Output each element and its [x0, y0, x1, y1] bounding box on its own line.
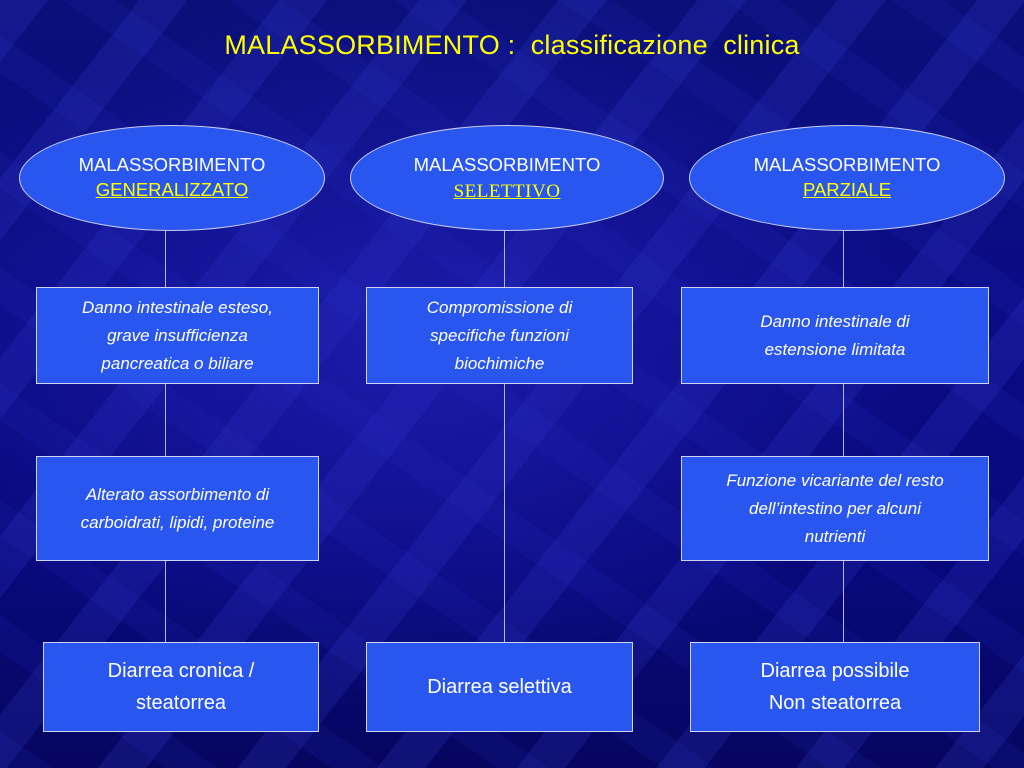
outcome-box	[690, 642, 980, 732]
node-type-label: PARZIALE	[802, 179, 892, 200]
description-box	[366, 287, 633, 384]
connector-line	[165, 384, 166, 456]
outcome-box	[43, 642, 319, 732]
description-text: Compromissione di specifiche funzioni biochimiche	[426, 297, 573, 373]
connector-line	[165, 561, 166, 642]
page-title: MALASSORBIMENTO : classificazione clinica	[224, 30, 800, 60]
connector-line	[843, 384, 844, 456]
outcome-text: Diarrea selettiva	[427, 676, 572, 698]
node-type-label: SELETTIVO	[453, 181, 561, 202]
connector-line	[504, 230, 505, 287]
connector-line	[504, 384, 505, 642]
connector-line	[843, 561, 844, 642]
description-box	[36, 287, 319, 384]
effect-box	[681, 456, 989, 561]
connector-line	[165, 230, 166, 287]
outcome-text: Diarrea possibile Non steatorrea	[760, 660, 910, 714]
description-box	[681, 287, 989, 384]
node-parziale	[689, 125, 1005, 231]
node-generalizzato	[19, 125, 325, 231]
node-type-label: GENERALIZZATO	[95, 179, 249, 200]
node-heading: MALASSORBIMENTO	[78, 154, 266, 175]
effect-text: Alterato assorbimento di carboidrati, lipidi, proteine	[80, 484, 275, 532]
node-heading: MALASSORBIMENTO	[413, 154, 601, 175]
outcome-box	[366, 642, 633, 732]
node-heading: MALASSORBIMENTO	[753, 154, 941, 175]
outcome-text: Diarrea cronica / steatorrea	[107, 660, 255, 714]
description-text: Danno intestinale di estensione limitata	[760, 311, 910, 359]
connector-line	[843, 230, 844, 287]
effect-box	[36, 456, 319, 561]
description-text: Danno intestinale esteso, grave insufficienza pancreatica o biliare	[82, 297, 273, 373]
node-selettivo	[350, 125, 664, 231]
effect-text: Funzione vicariante del resto dell’intestino per alcuni nutrienti	[726, 470, 944, 546]
